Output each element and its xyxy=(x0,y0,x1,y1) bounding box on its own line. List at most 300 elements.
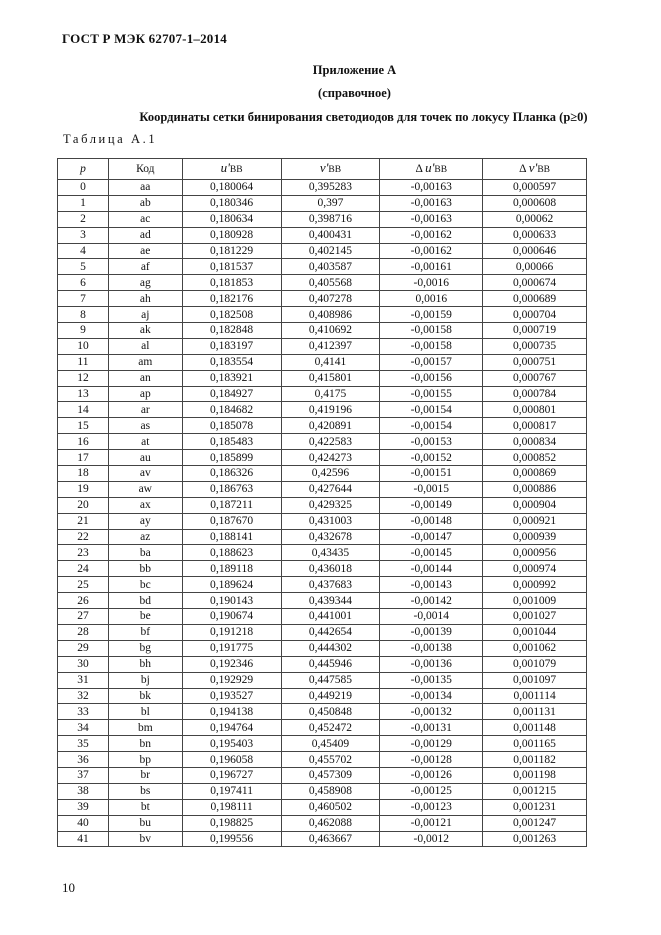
table-row xyxy=(58,799,587,815)
cell-p: 17 xyxy=(58,450,109,466)
cell-v-bb: 0,410692 xyxy=(281,323,380,339)
cell-v-bb: 0,4141 xyxy=(281,354,380,370)
u-subscript: BB xyxy=(229,165,243,175)
cell-delta-v-bb: 0,000817 xyxy=(483,418,587,434)
cell-v-bb: 0,403587 xyxy=(281,259,380,275)
table-row xyxy=(58,624,587,640)
cell-delta-u-bb: -0,00129 xyxy=(380,736,483,752)
cell-v-bb: 0,398716 xyxy=(281,211,380,227)
cell-code: bm xyxy=(108,720,182,736)
planck-binning-table xyxy=(57,158,587,847)
cell-p: 23 xyxy=(58,545,109,561)
table-row xyxy=(58,529,587,545)
cell-u-bb: 0,193527 xyxy=(182,688,281,704)
cell-code: ad xyxy=(108,227,182,243)
cell-v-bb: 0,42596 xyxy=(281,466,380,482)
cell-v-bb: 0,45409 xyxy=(281,736,380,752)
cell-delta-u-bb: -0,0016 xyxy=(380,275,483,291)
header-u-bb xyxy=(182,159,281,180)
table-row xyxy=(58,307,587,323)
cell-delta-v-bb: 0,001062 xyxy=(483,640,587,656)
table-row xyxy=(58,338,587,354)
u-symbol: u' xyxy=(220,160,230,175)
v-symbol: v' xyxy=(319,160,329,175)
cell-delta-u-bb: -0,00131 xyxy=(380,720,483,736)
cell-code: ay xyxy=(108,513,182,529)
table-row xyxy=(58,402,587,418)
cell-v-bb: 0,4175 xyxy=(281,386,380,402)
cell-u-bb: 0,183197 xyxy=(182,338,281,354)
cell-u-bb: 0,194138 xyxy=(182,704,281,720)
cell-v-bb: 0,415801 xyxy=(281,370,380,386)
cell-code: aj xyxy=(108,307,182,323)
cell-v-bb: 0,408986 xyxy=(281,307,380,323)
table-row xyxy=(58,195,587,211)
cell-delta-v-bb: 0,000633 xyxy=(483,227,587,243)
cell-delta-u-bb: -0,00158 xyxy=(380,323,483,339)
table-row xyxy=(58,259,587,275)
cell-code: bs xyxy=(108,783,182,799)
header-delta-v-bb xyxy=(483,159,587,180)
cell-code: bu xyxy=(108,815,182,831)
table-row xyxy=(58,815,587,831)
cell-u-bb: 0,189118 xyxy=(182,561,281,577)
cell-p: 4 xyxy=(58,243,109,259)
cell-delta-v-bb: 0,000904 xyxy=(483,497,587,513)
cell-v-bb: 0,447585 xyxy=(281,672,380,688)
table-row xyxy=(58,656,587,672)
cell-delta-u-bb: -0,0012 xyxy=(380,831,483,847)
cell-delta-v-bb: 0,000992 xyxy=(483,577,587,593)
table-row xyxy=(58,291,587,307)
cell-delta-v-bb: 0,001231 xyxy=(483,799,587,815)
cell-u-bb: 0,185899 xyxy=(182,450,281,466)
cell-delta-v-bb: 0,001198 xyxy=(483,767,587,783)
table-row xyxy=(58,466,587,482)
cell-delta-u-bb: -0,00163 xyxy=(380,195,483,211)
cell-delta-v-bb: 0,001215 xyxy=(483,783,587,799)
cell-p: 9 xyxy=(58,323,109,339)
cell-v-bb: 0,441001 xyxy=(281,609,380,625)
cell-p: 20 xyxy=(58,497,109,513)
cell-code: bh xyxy=(108,656,182,672)
table-row xyxy=(58,831,587,847)
cell-p: 28 xyxy=(58,624,109,640)
cell-delta-v-bb: 0,000956 xyxy=(483,545,587,561)
cell-code: bl xyxy=(108,704,182,720)
cell-p: 13 xyxy=(58,386,109,402)
cell-delta-v-bb: 0,000801 xyxy=(483,402,587,418)
cell-v-bb: 0,439344 xyxy=(281,593,380,609)
cell-u-bb: 0,187211 xyxy=(182,497,281,513)
appendix-title: Приложение А xyxy=(312,63,397,77)
table-row xyxy=(58,704,587,720)
cell-u-bb: 0,186763 xyxy=(182,481,281,497)
cell-v-bb: 0,422583 xyxy=(281,434,380,450)
cell-code: bf xyxy=(108,624,182,640)
cell-code: bd xyxy=(108,593,182,609)
table-row xyxy=(58,450,587,466)
cell-code: al xyxy=(108,338,182,354)
cell-p: 35 xyxy=(58,736,109,752)
cell-u-bb: 0,188623 xyxy=(182,545,281,561)
table-row xyxy=(58,736,587,752)
cell-delta-u-bb: -0,00142 xyxy=(380,593,483,609)
cell-p: 12 xyxy=(58,370,109,386)
cell-code: af xyxy=(108,259,182,275)
cell-delta-u-bb: -0,00156 xyxy=(380,370,483,386)
cell-delta-v-bb: 0,000689 xyxy=(483,291,587,307)
table-row xyxy=(58,418,587,434)
v-subscript: BB xyxy=(328,165,342,175)
cell-u-bb: 0,184682 xyxy=(182,402,281,418)
cell-p: 5 xyxy=(58,259,109,275)
cell-delta-v-bb: 0,000834 xyxy=(483,434,587,450)
cell-delta-v-bb: 0,000974 xyxy=(483,561,587,577)
cell-u-bb: 0,194764 xyxy=(182,720,281,736)
delta-v-subscript: BB xyxy=(537,165,551,175)
cell-p: 0 xyxy=(58,180,109,196)
cell-p: 41 xyxy=(58,831,109,847)
cell-u-bb: 0,187670 xyxy=(182,513,281,529)
cell-u-bb: 0,182508 xyxy=(182,307,281,323)
cell-delta-u-bb: -0,00125 xyxy=(380,783,483,799)
cell-delta-u-bb: -0,00138 xyxy=(380,640,483,656)
cell-delta-v-bb: 0,001263 xyxy=(483,831,587,847)
cell-delta-u-bb: -0,00161 xyxy=(380,259,483,275)
table-row xyxy=(58,783,587,799)
cell-delta-v-bb: 0,001044 xyxy=(483,624,587,640)
cell-delta-v-bb: 0,001148 xyxy=(483,720,587,736)
cell-code: bv xyxy=(108,831,182,847)
cell-delta-u-bb: -0,00128 xyxy=(380,752,483,768)
cell-v-bb: 0,437683 xyxy=(281,577,380,593)
table-row xyxy=(58,767,587,783)
cell-p: 2 xyxy=(58,211,109,227)
delta-u-subscript: BB xyxy=(434,165,448,175)
cell-u-bb: 0,183554 xyxy=(182,354,281,370)
cell-delta-u-bb: -0,00148 xyxy=(380,513,483,529)
cell-delta-v-bb: 0,000751 xyxy=(483,354,587,370)
cell-u-bb: 0,190674 xyxy=(182,609,281,625)
cell-delta-u-bb: -0,00155 xyxy=(380,386,483,402)
table-row xyxy=(58,323,587,339)
cell-u-bb: 0,181229 xyxy=(182,243,281,259)
cell-u-bb: 0,189624 xyxy=(182,577,281,593)
cell-p: 7 xyxy=(58,291,109,307)
cell-code: at xyxy=(108,434,182,450)
cell-p: 3 xyxy=(58,227,109,243)
cell-code: bp xyxy=(108,752,182,768)
table-row xyxy=(58,513,587,529)
cell-v-bb: 0,452472 xyxy=(281,720,380,736)
cell-delta-u-bb: -0,00151 xyxy=(380,466,483,482)
cell-code: as xyxy=(108,418,182,434)
cell-u-bb: 0,188141 xyxy=(182,529,281,545)
cell-delta-u-bb: -0,00157 xyxy=(380,354,483,370)
table-row xyxy=(58,211,587,227)
cell-p: 24 xyxy=(58,561,109,577)
cell-v-bb: 0,457309 xyxy=(281,767,380,783)
cell-delta-v-bb: 0,001009 xyxy=(483,593,587,609)
cell-delta-v-bb: 0,000921 xyxy=(483,513,587,529)
cell-delta-v-bb: 0,000852 xyxy=(483,450,587,466)
cell-delta-u-bb: -0,0014 xyxy=(380,609,483,625)
cell-u-bb: 0,199556 xyxy=(182,831,281,847)
cell-delta-v-bb: 0,000735 xyxy=(483,338,587,354)
cell-delta-u-bb: -0,00121 xyxy=(380,815,483,831)
header-delta-u-bb xyxy=(380,159,483,180)
cell-p: 32 xyxy=(58,688,109,704)
cell-code: ax xyxy=(108,497,182,513)
cell-delta-u-bb: -0,00154 xyxy=(380,402,483,418)
cell-v-bb: 0,43435 xyxy=(281,545,380,561)
cell-delta-u-bb: -0,00134 xyxy=(380,688,483,704)
cell-u-bb: 0,183921 xyxy=(182,370,281,386)
cell-p: 25 xyxy=(58,577,109,593)
cell-p: 14 xyxy=(58,402,109,418)
cell-delta-v-bb: 0,001247 xyxy=(483,815,587,831)
cell-v-bb: 0,424273 xyxy=(281,450,380,466)
cell-u-bb: 0,180346 xyxy=(182,195,281,211)
cell-v-bb: 0,427644 xyxy=(281,481,380,497)
cell-delta-u-bb: -0,00152 xyxy=(380,450,483,466)
cell-code: ba xyxy=(108,545,182,561)
cell-p: 6 xyxy=(58,275,109,291)
cell-code: ah xyxy=(108,291,182,307)
cell-code: be xyxy=(108,609,182,625)
cell-delta-v-bb: 0,001131 xyxy=(483,704,587,720)
delta-u-symbol: u' xyxy=(425,160,435,175)
cell-delta-v-bb: 0,000597 xyxy=(483,180,587,196)
cell-p: 30 xyxy=(58,656,109,672)
cell-p: 34 xyxy=(58,720,109,736)
appendix-type: (справочное) xyxy=(318,86,391,100)
table-row xyxy=(58,577,587,593)
cell-u-bb: 0,185078 xyxy=(182,418,281,434)
cell-delta-v-bb: 0,001182 xyxy=(483,752,587,768)
cell-delta-v-bb: 0,000704 xyxy=(483,307,587,323)
cell-p: 26 xyxy=(58,593,109,609)
cell-code: ap xyxy=(108,386,182,402)
cell-p: 27 xyxy=(58,609,109,625)
cell-u-bb: 0,181853 xyxy=(182,275,281,291)
delta-v-symbol: v' xyxy=(528,160,538,175)
cell-u-bb: 0,191218 xyxy=(182,624,281,640)
header-v-bb xyxy=(281,159,380,180)
cell-v-bb: 0,429325 xyxy=(281,497,380,513)
cell-delta-v-bb: 0,001165 xyxy=(483,736,587,752)
cell-u-bb: 0,195403 xyxy=(182,736,281,752)
cell-p: 37 xyxy=(58,767,109,783)
cell-u-bb: 0,197411 xyxy=(182,783,281,799)
cell-v-bb: 0,395283 xyxy=(281,180,380,196)
cell-delta-u-bb: -0,00163 xyxy=(380,180,483,196)
cell-v-bb: 0,460502 xyxy=(281,799,380,815)
cell-code: bb xyxy=(108,561,182,577)
cell-code: ar xyxy=(108,402,182,418)
cell-code: ag xyxy=(108,275,182,291)
cell-delta-v-bb: 0,000674 xyxy=(483,275,587,291)
cell-v-bb: 0,420891 xyxy=(281,418,380,434)
delta-v-prefix: Δ xyxy=(519,163,526,175)
table-row xyxy=(58,688,587,704)
cell-u-bb: 0,180634 xyxy=(182,211,281,227)
table-row xyxy=(58,720,587,736)
standard-header: ГОСТ Р МЭК 62707-1–2014 xyxy=(62,31,227,46)
cell-delta-v-bb: 0,001097 xyxy=(483,672,587,688)
cell-code: am xyxy=(108,354,182,370)
cell-delta-u-bb: -0,00144 xyxy=(380,561,483,577)
cell-u-bb: 0,184927 xyxy=(182,386,281,402)
cell-code: bg xyxy=(108,640,182,656)
cell-code: ab xyxy=(108,195,182,211)
table-row xyxy=(58,386,587,402)
table-row xyxy=(58,354,587,370)
cell-delta-v-bb: 0,00062 xyxy=(483,211,587,227)
cell-v-bb: 0,412397 xyxy=(281,338,380,354)
table-row xyxy=(58,640,587,656)
cell-delta-v-bb: 0,001027 xyxy=(483,609,587,625)
cell-u-bb: 0,192346 xyxy=(182,656,281,672)
cell-delta-u-bb: -0,00135 xyxy=(380,672,483,688)
cell-delta-u-bb: -0,00126 xyxy=(380,767,483,783)
cell-p: 16 xyxy=(58,434,109,450)
cell-delta-u-bb: -0,0015 xyxy=(380,481,483,497)
table-row xyxy=(58,275,587,291)
cell-delta-u-bb: -0,00159 xyxy=(380,307,483,323)
table-row xyxy=(58,434,587,450)
header-p: p xyxy=(58,159,109,180)
cell-v-bb: 0,458908 xyxy=(281,783,380,799)
cell-u-bb: 0,196058 xyxy=(182,752,281,768)
cell-delta-v-bb: 0,000784 xyxy=(483,386,587,402)
cell-delta-u-bb: -0,00149 xyxy=(380,497,483,513)
cell-v-bb: 0,407278 xyxy=(281,291,380,307)
table-row xyxy=(58,752,587,768)
cell-code: an xyxy=(108,370,182,386)
table-row xyxy=(58,609,587,625)
cell-delta-u-bb: -0,00163 xyxy=(380,211,483,227)
table-row xyxy=(58,180,587,196)
cell-p: 31 xyxy=(58,672,109,688)
cell-p: 8 xyxy=(58,307,109,323)
cell-v-bb: 0,442654 xyxy=(281,624,380,640)
cell-delta-v-bb: 0,000719 xyxy=(483,323,587,339)
cell-v-bb: 0,432678 xyxy=(281,529,380,545)
cell-v-bb: 0,400431 xyxy=(281,227,380,243)
cell-code: br xyxy=(108,767,182,783)
cell-code: bc xyxy=(108,577,182,593)
cell-u-bb: 0,198825 xyxy=(182,815,281,831)
cell-delta-v-bb: 0,00066 xyxy=(483,259,587,275)
cell-p: 19 xyxy=(58,481,109,497)
cell-p: 22 xyxy=(58,529,109,545)
cell-v-bb: 0,397 xyxy=(281,195,380,211)
cell-p: 1 xyxy=(58,195,109,211)
cell-code: aa xyxy=(108,180,182,196)
cell-u-bb: 0,182848 xyxy=(182,323,281,339)
cell-code: bt xyxy=(108,799,182,815)
cell-v-bb: 0,463667 xyxy=(281,831,380,847)
cell-delta-u-bb: -0,00162 xyxy=(380,227,483,243)
header-code: Код xyxy=(108,159,182,180)
cell-v-bb: 0,431003 xyxy=(281,513,380,529)
cell-delta-v-bb: 0,000869 xyxy=(483,466,587,482)
cell-delta-v-bb: 0,000608 xyxy=(483,195,587,211)
cell-delta-u-bb: -0,00123 xyxy=(380,799,483,815)
cell-u-bb: 0,198111 xyxy=(182,799,281,815)
cell-p: 15 xyxy=(58,418,109,434)
table-row xyxy=(58,497,587,513)
cell-code: av xyxy=(108,466,182,482)
table-row xyxy=(58,243,587,259)
cell-u-bb: 0,180928 xyxy=(182,227,281,243)
cell-delta-v-bb: 0,001079 xyxy=(483,656,587,672)
cell-v-bb: 0,405568 xyxy=(281,275,380,291)
cell-delta-u-bb: -0,00158 xyxy=(380,338,483,354)
table-row xyxy=(58,561,587,577)
cell-delta-v-bb: 0,001114 xyxy=(483,688,587,704)
cell-code: ak xyxy=(108,323,182,339)
cell-code: bj xyxy=(108,672,182,688)
cell-u-bb: 0,182176 xyxy=(182,291,281,307)
cell-delta-v-bb: 0,000939 xyxy=(483,529,587,545)
table-caption: Таблица А.1 xyxy=(63,132,158,146)
cell-p: 11 xyxy=(58,354,109,370)
cell-u-bb: 0,196727 xyxy=(182,767,281,783)
cell-v-bb: 0,436018 xyxy=(281,561,380,577)
delta-u-prefix: Δ xyxy=(415,163,423,175)
table-row xyxy=(58,481,587,497)
cell-p: 18 xyxy=(58,466,109,482)
cell-delta-v-bb: 0,000767 xyxy=(483,370,587,386)
cell-delta-u-bb: -0,00132 xyxy=(380,704,483,720)
cell-delta-u-bb: -0,00136 xyxy=(380,656,483,672)
cell-code: bn xyxy=(108,736,182,752)
cell-code: aw xyxy=(108,481,182,497)
cell-code: ae xyxy=(108,243,182,259)
cell-p: 39 xyxy=(58,799,109,815)
appendix-subtitle: Координаты сетки бинирования светодиодов для точек по локусу Планка (p≥0) xyxy=(139,110,588,124)
cell-delta-u-bb: -0,00139 xyxy=(380,624,483,640)
cell-delta-v-bb: 0,000646 xyxy=(483,243,587,259)
cell-v-bb: 0,449219 xyxy=(281,688,380,704)
cell-delta-u-bb: 0,0016 xyxy=(380,291,483,307)
cell-u-bb: 0,180064 xyxy=(182,180,281,196)
cell-p: 33 xyxy=(58,704,109,720)
page-number: 10 xyxy=(62,880,75,895)
table-row xyxy=(58,593,587,609)
cell-v-bb: 0,462088 xyxy=(281,815,380,831)
cell-delta-u-bb: -0,00162 xyxy=(380,243,483,259)
cell-p: 21 xyxy=(58,513,109,529)
cell-delta-u-bb: -0,00147 xyxy=(380,529,483,545)
table-row xyxy=(58,370,587,386)
cell-v-bb: 0,419196 xyxy=(281,402,380,418)
table-row xyxy=(58,545,587,561)
cell-code: ac xyxy=(108,211,182,227)
cell-u-bb: 0,190143 xyxy=(182,593,281,609)
table-row xyxy=(58,227,587,243)
cell-v-bb: 0,444302 xyxy=(281,640,380,656)
cell-u-bb: 0,192929 xyxy=(182,672,281,688)
table-header-row xyxy=(58,159,587,180)
cell-p: 38 xyxy=(58,783,109,799)
cell-delta-u-bb: -0,00154 xyxy=(380,418,483,434)
cell-delta-u-bb: -0,00153 xyxy=(380,434,483,450)
cell-v-bb: 0,445946 xyxy=(281,656,380,672)
